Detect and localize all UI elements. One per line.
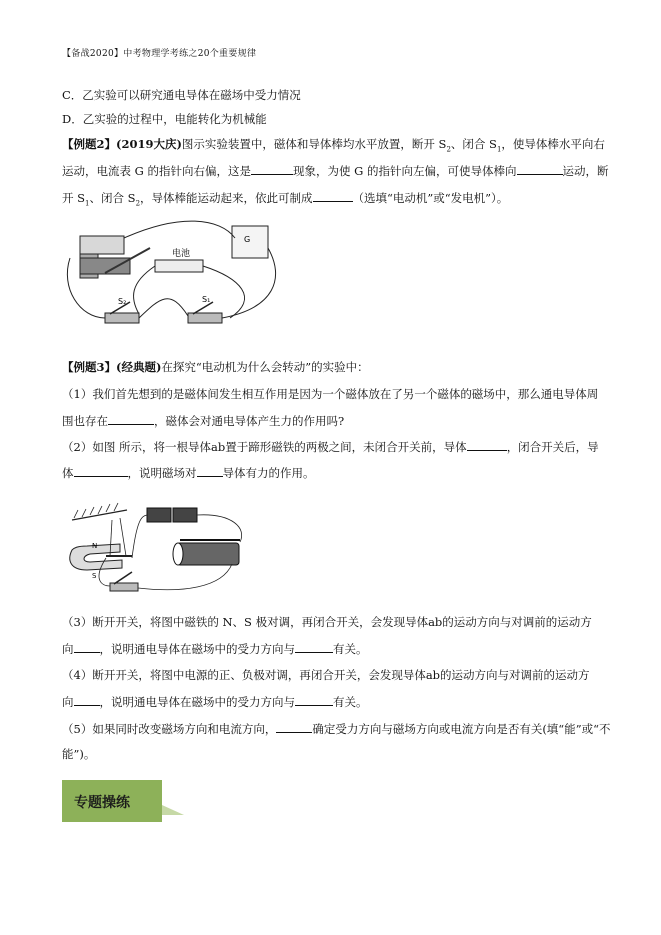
wire <box>203 266 245 318</box>
magnet-n-label: N <box>92 542 98 550</box>
q-text: ，闭合开关后，导 <box>506 440 599 454</box>
q-text: 导体有力的作用。 <box>222 466 315 480</box>
q5-line1 <box>62 721 611 736</box>
magnet-s-label: S <box>92 572 97 580</box>
example2-source: (2019大庆) <box>116 137 182 151</box>
s1-label: S₁ <box>202 295 211 304</box>
example2-text: ，使导体棒水平向右 <box>501 137 605 151</box>
example2-text: 现象，为使 G 的指针向左偏，可使导体棒向 <box>293 164 517 178</box>
example2-text: 运动，电流表 G 的指针向右偏，这是 <box>62 164 251 178</box>
switch-lever <box>114 572 132 584</box>
q1-line2 <box>62 413 607 428</box>
wire <box>139 299 188 318</box>
wire <box>132 515 147 558</box>
q-text: 向 <box>62 695 74 709</box>
battery-cell <box>173 508 197 522</box>
q-text: 向 <box>62 642 74 656</box>
q-text: ，磁体会对通电导体产生力的作用吗? <box>154 414 345 428</box>
q-text: ，说明磁场对 <box>127 466 197 480</box>
q3-line1: （3）断开开关，将图中磁铁的 N、S 极对调，再闭合开关，会发现导体ab的运动方向与对调前的运动方 <box>62 615 592 629</box>
answer-blank[interactable] <box>74 694 100 706</box>
switch-s1 <box>188 313 222 323</box>
banner-accent <box>162 805 184 815</box>
rheostat-end <box>173 543 183 565</box>
s2-label: S₂ <box>118 297 127 306</box>
q-text: ，说明通电导体在磁场中的受力方向与 <box>99 695 295 709</box>
example3-intro: 在探究“电动机为什么会转动”的实验中： <box>161 360 369 374</box>
example3-intro-line <box>62 360 607 374</box>
answer-blank[interactable] <box>517 163 563 175</box>
switch-s2 <box>105 313 139 323</box>
example2-text: ，导体棒能运动起来，依此可制成 <box>140 191 313 205</box>
battery <box>155 260 203 272</box>
example2-tag: 【例题2】 <box>62 137 117 151</box>
battery-cell <box>147 508 171 522</box>
q-text: 围也存在 <box>62 414 108 428</box>
q4-line1: （4）断开开关，将图中电源的正、负极对调，再闭合开关，会发现导体ab的运动方向与对调前的运动方 <box>62 668 590 682</box>
answer-blank[interactable] <box>276 721 312 733</box>
circuit-figure-2 <box>62 498 252 598</box>
q-text: 有关。 <box>333 642 368 656</box>
example2-text: （选填“电动机”或“发电机”）。 <box>352 191 509 205</box>
answer-blank[interactable] <box>295 694 333 706</box>
answer-blank[interactable] <box>251 163 293 175</box>
option-d: D．乙实验的过程中，电能转化为机械能 <box>62 112 267 126</box>
subscript: 1 <box>496 145 502 154</box>
answer-blank[interactable] <box>197 465 223 477</box>
answer-blank[interactable] <box>295 641 333 653</box>
q-text: ，说明通电导体在磁场中的受力方向与 <box>99 642 295 656</box>
q2-line1 <box>62 439 607 454</box>
answer-blank[interactable] <box>74 465 128 477</box>
page-header: 【备战2020】中考物理学考练之20个重要规律 <box>62 49 257 59</box>
q1-line1: （1）我们首先想到的是磁体间发生相互作用是因为一个磁体放在了另一个磁体的磁场中，那么通电导体周 <box>62 387 599 401</box>
battery-label: 电池 <box>172 249 191 259</box>
example2-text: 开 S <box>62 191 86 205</box>
section-banner-title: 专题操练 <box>74 795 130 811</box>
example3-source: (经典题) <box>116 360 162 374</box>
subscript: 2 <box>135 199 141 208</box>
q-text: 体 <box>62 466 74 480</box>
example2-line2 <box>62 163 607 178</box>
q-text: （5）如果同时改变磁场方向和电流方向， <box>62 722 277 736</box>
q2-line2 <box>62 465 607 480</box>
magnet-bottom <box>80 258 130 274</box>
example2-text: 图示实验装置中，磁体和导体棒均水平放置，断开 S <box>181 137 447 151</box>
rheostat <box>177 543 239 565</box>
q-text: 确定受力方向与磁场方向或电流方向是否有关(填“能”或“不 <box>312 722 611 736</box>
answer-blank[interactable] <box>313 190 353 202</box>
subscript: 1 <box>85 199 90 208</box>
q4-line2 <box>62 694 607 709</box>
example2-line1 <box>62 137 607 156</box>
q3-line2 <box>62 641 607 656</box>
q-text: 有关。 <box>333 695 368 709</box>
answer-blank[interactable] <box>467 439 507 451</box>
q5-line2: 能”)。 <box>62 747 96 761</box>
wire <box>197 515 242 542</box>
example2-text: 、闭合 S <box>89 191 136 205</box>
example3-tag: 【例题3】 <box>62 360 117 374</box>
example2-text: 、闭合 S <box>450 137 497 151</box>
example2-text: 运动，断 <box>562 164 609 178</box>
magnet-top <box>80 236 124 254</box>
circuit-figure-1 <box>60 218 290 338</box>
galvanometer-label: G <box>244 235 251 244</box>
q-text: （2）如图 所示，将一根导体ab置于蹄形磁铁的两极之间，未闭合开关前，导体 <box>62 440 467 454</box>
example2-line3 <box>62 190 607 210</box>
wire <box>138 564 232 590</box>
option-c: C．乙实验可以研究通电导体在磁场中受力情况 <box>62 88 301 102</box>
wire <box>124 221 235 238</box>
suspension-wire <box>120 518 126 556</box>
subscript: 2 <box>446 145 451 154</box>
answer-blank[interactable] <box>74 641 100 653</box>
answer-blank[interactable] <box>108 413 154 425</box>
